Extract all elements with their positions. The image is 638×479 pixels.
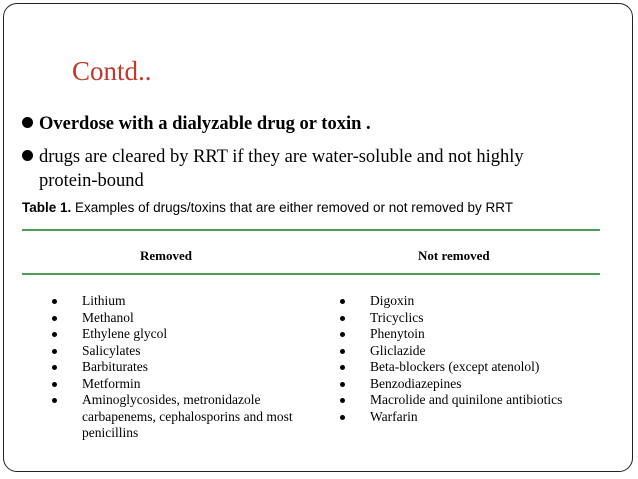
bullet-overdose xyxy=(22,112,371,136)
bullet-text-continued: protein-bound xyxy=(39,171,144,191)
list-item: Ethylene glycol xyxy=(48,326,318,343)
table-caption-text: Examples of drugs/toxins that are either removed or not removed by RRT xyxy=(75,200,513,215)
list-item: Lithium xyxy=(48,293,318,310)
bullet-dot-icon xyxy=(22,150,33,161)
bullet-text: Overdose with a dialyzable drug or toxin . xyxy=(39,114,371,134)
list-item: Methanol xyxy=(48,310,318,327)
bullet-drugs-cleared xyxy=(22,145,612,193)
list-item: Metformin xyxy=(48,376,318,393)
table-top-rule xyxy=(22,229,600,231)
list-item: Benzodiazepines xyxy=(336,376,616,393)
slide-title: Contd.. xyxy=(72,56,152,86)
list-item: Warfarin xyxy=(336,409,616,426)
not-removed-drug-list xyxy=(336,293,616,425)
removed-drug-list xyxy=(48,293,318,442)
list-item: Aminoglycosides, metronidazole carbapenems, cephalosporins and most penicillins xyxy=(48,392,318,442)
bullet-dot-icon xyxy=(22,117,33,128)
table-header-rule xyxy=(22,273,600,275)
list-item: Barbiturates xyxy=(48,359,318,376)
column-header-not-removed: Not removed xyxy=(418,248,490,263)
list-item: Phenytoin xyxy=(336,326,616,343)
list-item: Tricyclics xyxy=(336,310,616,327)
list-item: Beta-blockers (except atenolol) xyxy=(336,359,616,376)
column-header-removed: Removed xyxy=(140,248,192,263)
list-item: Macrolide and quinilone antibiotics xyxy=(336,392,616,409)
list-item: Salicylates xyxy=(48,343,318,360)
list-item: Digoxin xyxy=(336,293,616,310)
list-item: Gliclazide xyxy=(336,343,616,360)
table-caption-label: Table 1. xyxy=(22,200,72,215)
table-caption xyxy=(22,200,513,215)
bullet-text: drugs are cleared by RRT if they are water-soluble and not highly xyxy=(39,147,524,167)
